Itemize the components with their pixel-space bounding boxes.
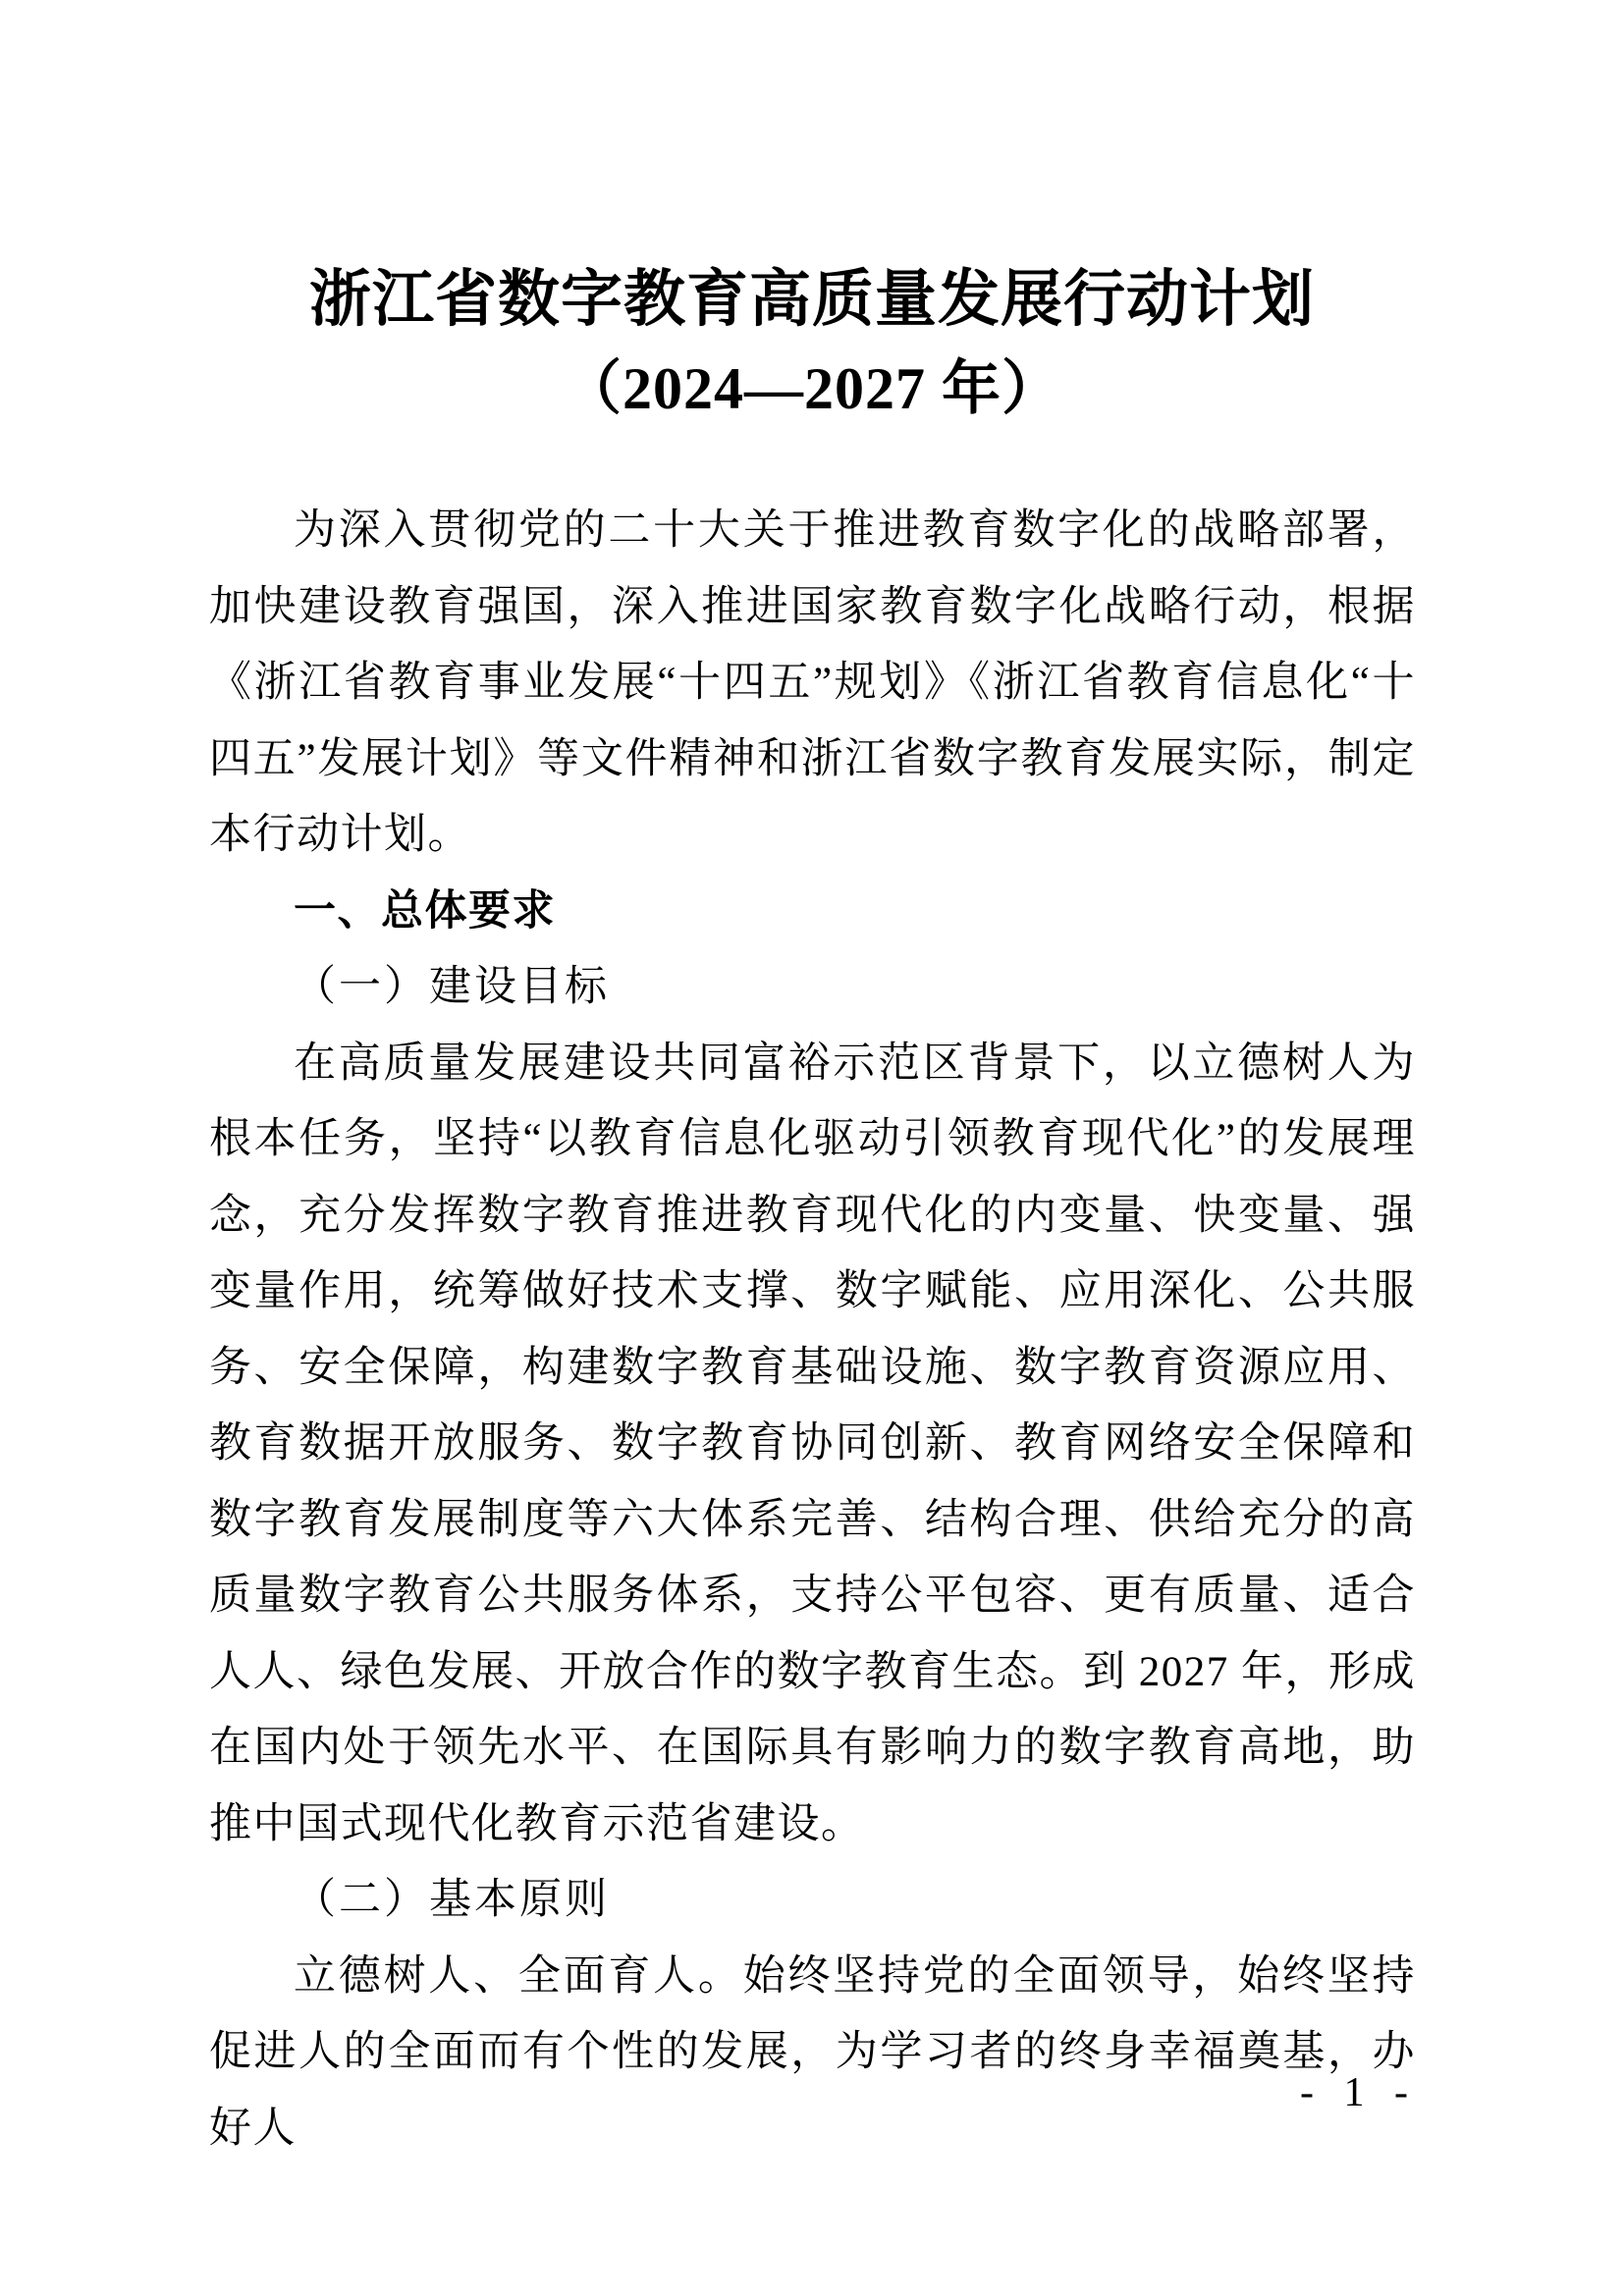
document-subtitle: （2024—2027 年） [563,356,1061,421]
document-title: 浙江省数字教育高质量发展行动计划 [309,265,1315,334]
paragraph: 在高质量发展建设共同富裕示范区背景下，以立德树人为根本任务，坚持“以教育信息化驱动引领教育现代化”的发展理念，充分发挥数字教育推进教育现代化的内变量、快变量、强变量作用，统筹做好技术支撑、数字赋能、应用深化、公共服务、安全保障，构建数字教育基础设施、数字教育资源应用、教育数据开放服务、数字教育协同创新、教育网络安全保障和数字教育发展制度等六大体系完善、结构合理、供给充分的高质量数字教育公共服务体系，支持公平包容、更有质量、适合人人、绿色发展、开放合作的数字教育生态。到 2027 年，形成在国内处于领先水平、在国际具有影响力的数字教育高地，助推中国式现代化教育示范省建设。 [209,1040,1416,1847]
paragraph: 立德树人、全面育人。始终坚持党的全面领导，始终坚持促进人的全面而有个性的发展，为学习者的终身幸福奠基，办好人 [209,1952,1416,2152]
paragraph: 为深入贯彻党的二十大关于推进教育数字化的战略部署，加快建设教育强国，深入推进国家教育数字化战略行动，根据《浙江省教育事业发展“十四五”规划》《浙江省教育信息化“十四五”发展计划》等文件精神和浙江省数字教育发展实际，制定本行动计划。 [209,507,1416,858]
document-content [209,493,1416,2166]
document-header [0,0,1624,436]
section-heading: 一、总体要求 [294,886,556,934]
page-number: - 1 - [1300,2070,1418,2115]
subsection-heading: （一）建设目标 [294,964,610,1010]
subsection-heading: （二）基本原则 [294,1877,610,1923]
